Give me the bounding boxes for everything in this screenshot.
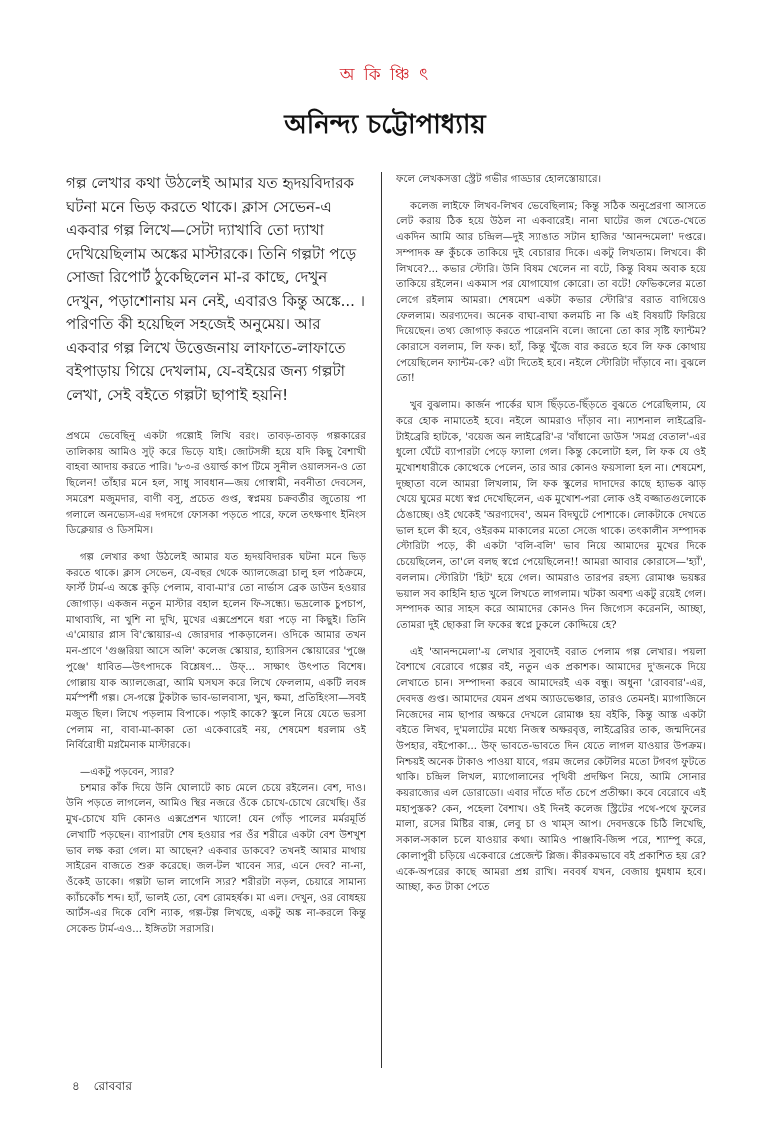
article-kicker: অ কি ঞ্চি ৎ [339, 65, 431, 85]
author-name: অনিন্দ্য চট্টোপাধ্যায় [284, 110, 486, 140]
body-paragraph: কলেজ লাইফে লিখব-লিখব ভেবেছিলাম; কিন্তু সঠিক অনুপ্রেরণা আসতে লেট করায় ঠিক হয়ে উঠল না একবারেই। নানা ঘাটের জল খেতে-খেতে একদিন আমি আর চন্দ্রিল—দুই স্যাঙাত সটান হাজির 'আনন্দমেলা' দপ্তরে। সম্পাদক ভ্রু কুঁচকে তাকিয়ে দুই বেচারার দিকে। একটু লিখতাম। লিখবে। কী লিখবে?... কভার স্টোরি। উনি বিষম খেলেন না বটে, কিন্তু বিষম অবাক হয়ে তাকিয়ে রইলেন। একমাস পর যোগাযোগ কোরো। তা বটে! ফেভিকলের মতো লেগে রইলাম আমরা। শেষমেশ একটা কভার স্টোরি'র বরাত বাগিয়েও ফেললাম। অরণ্যদেব। অনেক বাঘা-বাঘা কলমচি না কি এই বিষয়টি ফিরিয়ে দিয়েছেন। তথ্য জোগাড় করতে পারেননি বলে। জানো তো কার সৃষ্টি ফ্যান্টম? কোরাসে বললাম, লি ফক। হ্যাঁ, কিন্তু খুঁজে বার করতে হবে লি ফক কোথায় পেয়েছিলেন ফ্যান্টম-কে? এটা দিতেই হবে। নইলে স্টোরিটা দাঁড়াবে না। বুঝলে তো! [396, 200, 706, 385]
body-paragraph: খুব বুঝলাম। কার্জন পার্কের ঘাস ছিঁড়তে-ছিঁড়তে বুঝতে পেরেছিলাম, যে করে হোক নামাতেই হবে। নইলে আমরাও দাঁড়াব না। ন্যাশনাল লাইব্রেরি-টাইব্রেরি হাটকে, 'বয়েজ অন লাইব্রেরি'-র 'বাঁধানো ডাউস 'সমগ্র বেতাল'-এর ধুলো ঘেঁটে ব্যাপারটা পেড়ে ফ্যালা গেল। কিন্তু কেলোটা হল, লি ফক যে ওই মুখোশধারীকে কোত্থেকে পেলেন, তার আর কোনও ফয়সালা হল না। শেষমেশ, দুচ্ছাতা বলে আমরা লিখলাম, লি ফক স্কুলের দাদাদের কাছে হ্যাভক ঝাড় খেয়ে ঘুমের মধ্যে স্বপ্ন দেখেছিলেন, এক মুখোশ-পরা লোক ওই বজ্জাতগুলোকে ঠেঙাচ্ছে। ওই থেকেই 'অরণ্যদেব', অমন বিদঘুটে পোশাকে। লোকটাকে দেখতে ভাল হলে কী হবে, ওইরকম মাকালের মতো সেজে থাকে। তৎকালীন সম্পাদক স্টোরিটা পড়ে, কী একটা 'বলি-বলি' ভাব নিয়ে আমাদের মুখের দিকে চেয়েছিলেন, তা'লে বলছ স্বপ্নে পেয়েছিলেন!! আমরা আবার কোরাসে—'হ্যাঁ', বললাম। স্টোরিটা 'হিট' হয়ে গেল। আমরাও তারপর রহস্য রোমাঞ্চ ভয়ঙ্কর ভয়াল সব কাহিনি হাত খুলে লিখতে লাগলাম। খটকা অবশ্য একটু রয়েই গেল। সম্পাদক আর সাহস করে আমাদের কোনও দিন জিগ্যেস করেননি, আচ্ছা, তোমরা দুই ছোকরা লি ফকের স্বপ্নে ঢুকলে কোদ্দিয়ে হে? [396, 400, 706, 631]
left-column [66, 172, 366, 1070]
body-paragraph: ফলে লেখকসত্তা স্ট্রেট গভীর গাড্ডার হোলস্তোয়ারে। [396, 174, 602, 185]
magazine-name: রোববার [93, 1079, 133, 1093]
page-number: ৪ [72, 1079, 80, 1093]
body-paragraph: প্রথমে ভেবেছিনু একটা গল্পোই লিখি বরং। তাবড়-তাবড় গল্পকারের তালিকায় আমিও সুট্ করে ভিড়ে যাই। জোটসঙ্গী হয়ে যদি কিছু বৈশাখী বাহবা আদায় করতে পারি। '৮৩-র ওয়ার্ল্ড কাপ টিমে সুনীল ওয়ালসন-ও তো ছিলেন! তাঁহার মনে হল, সাধু সাবধান—জয় গোস্বামী, নবনীতা দেবসেন, সমরেশ মজুমদার, বাণী বসু, প্রচেত গুপ্ত, স্বপ্নময় চক্রবর্তীর জুতোয় পা গলালে অনভ্যেস-এর দগদগে ফোসকা পড়তে পারে, ফলে তৎক্ষণাৎ ইনিংস ডিক্লেয়ার ও ডিসমিস। [66, 431, 366, 537]
right-column [396, 172, 706, 1070]
body-paragraph: এই 'আনন্দমেলা'-য় লেখার সুবাদেই বরাত পেলাম গল্প লেখার। পয়লা বৈশাখে বেরোবে গল্পের বই, নতুন এক প্রকাশক। আমাদের দু'জনকে দিয়ে লেখাতে চান। সম্পাদনা করবে আমাদেরই এক বন্ধু। অধুনা 'রোববার'-এর, দেবদত্ত গুপ্ত। আমাদের যেমন প্রথম অ্যাডভেঞ্চার, তারও তেমনই। ম্যাগাজিনে নিজেদের নাম ছাপার অক্ষরে দেখলে রোমাঞ্চ হয় বইকি, কিন্তু আস্ত একটা বইতে লিখব, দু'মলাটের মধ্যে নিজস্ব অক্ষরবৃত্ত, লাইব্রেরির তাক, জন্মদিনের উপহার, বইপোকা... উফ্ ভাবতে-ভাবতে দিন যেতে লাগল যাওয়ার উপক্রম। নিশ্চয়ই অনেক টাকাও পাওয়া যাবে, গরম জলের কেটলির মতো টগবগ ফুটতে থাকি। চন্দ্রিল লিখল, ম্যাগোলানের পৃথিবী প্রদক্ষিণ নিয়ে, আমি সোনার কয়রাজ্যের এল ডোরাডো। এবার দাঁতে দাঁত চেপে প্রতীক্ষা। কবে বেরোবে এই মহাপুস্তক? কেন, পহেলা বৈশাখ। ওই দিনই কলেজ স্ট্রিটের পথে-পথে ফুলের মালা, রসের মিষ্টির বাক্স, লেবু চা ও খাম্‌স আপ। দেবদত্তকে চিঠি লিখেছি, সকাল-সকাল চলে যাওয়ার কথা। আমিও পাঞ্জাবি-জিন্স পরে, শ্যাম্পু করে, কোলাপুরী চড়িয়ে একেবারে প্রেজেন্ট প্লিজ। কীরকমভাবে বই প্রকাশিত হয় রে? একে-অপরের কাছে আমরা প্রশ্ন রাখি। নববর্ষ যখন, বেজায় ধুমধাম হবে। আচ্ছা, কত টাকা পেতে [396, 646, 706, 894]
dialog-line: —একটু পড়বেন, স্যার? [80, 767, 175, 779]
intro-paragraph: গল্প লেখার কথা উঠলেই আমার যত হৃদয়বিদারক ঘটনা মনে ভিড় করতে থাকে। ক্লাস সেভেন-এ একবার গল্প লিখে—সেটা দ্যাখাবি তো দ্যাখা দেখিয়েছিলাম অঙ্কের মাস্টারকে। তিনি গল্পটা পড়ে সোজা রিপোর্ট ঠুকেছিলেন মা-র কাছে, দেখুন দেখুন, পড়াশোনায় মন নেই, এবারও কিন্তু অঙ্কে... । পরিণতি কী হয়েছিল সহজেই অনুমেয়। আর একবার গল্প লিখে উত্তেজনায় লাফাতে-লাফাতে বইপাড়ায় গিয়ে দেখলাম, যে-বইয়ের জন্য গল্পটা লেখা, সেই বইতে গল্পটা ছাপাই হয়নি! [66, 174, 366, 404]
page-footer [72, 1078, 142, 1098]
column-divider [381, 172, 382, 1068]
body-paragraph: গল্প লেখার কথা উঠলেই আমার যত হৃদয়বিদারক ঘটনা মনে ভিড় করতে থাকে। ক্লাস সেভেন, যে-বছর থেকে অ্যালজেব্রা চালু হল পাঠক্রমে, ফার্স্ট টার্ম-এ অঙ্কে কুড়ি পেলাম, বাবা-মা'র তো নার্ভাস ব্রেক ডাউন হওয়ার জোগাড়। একজন নতুন মাস্টার বহাল হলেন ফি-সন্ধ্যে। ভদ্রলোক চুপচাপ, মাথাব্যথি, না খুশি না দুখি, মুখের এক্সপ্রেশনে ধরা পড়ে না কিছুই। তিনি এ'মোয়ার প্লাস বি'স্কোয়ার-এ জোরদার পাকড়ালেন। ওদিকে আমার তখন মন-প্রাণে 'গুঞ্জরিয়া আসে অলি' কলেজ স্কোয়ার, হ্যারিসন স্কোয়ারের 'পুঞ্জে পুঞ্জে' ধাবিত—উৎপাদকে বিশ্লেষণ... উফ্... সাক্ষাৎ উৎপাত বিশেষ। গোল্লায় যাক অ্যালজেব্রা, আমি ঘসঘস করে লিখে ফেললাম, একটি লবঙ্গ মর্মস্পর্শী গল্প। সে-গল্পে টুকটাক ভাব-ভালবাসা, খুন, ক্ষমা, প্রতিহিংসা—সবই মজুত ছিল। লিখে পড়লাম বিপাকে। পড়াই কাকে? স্কুলে নিয়ে যেতে ভরসা পেলাম না, বাবা-মা-কাকা তো একেবারেই নয়, শেষমেশ ধরলাম ওই নির্বিরোধী মগ্নমৈনাক মাস্টারকে। [66, 551, 366, 752]
body-paragraph: চশমার কাঁক দিয়ে উনি ঘোলাটে কাচ মেলে চেয়ে রইলেন। বেশ, দাও। উনি পড়তে লাগলেন, আমিও স্থির নজরে ওঁকে চোখে-চোখে রেখেছি। ওঁর মুখ-চোখে যদি কোনও এক্সপ্রেশন খ্যালে! যেন গোঁড় পালের মর্মরমূর্তি লেখাটি পড়ছেন। ব্যাপারটা শেষ হওয়ার পর ওঁর শরীরে একটা বেশ উশখুশ ভাব লক্ষ করা গেল। মা আছেন? একবার ডাকবে? তখনই আমার মাথায় সাইরেন বাজতে শুরু করেছে। জল-টল খাবেন স্যর, এনে দেব? না-না, ওঁকেই ডাকো। গল্পটা ভাল লাগেনি স্যর? শরীরটা নড়ল, চেয়ারে সামান্য ক্যাঁচকোঁচ শব্দ। হ্যাঁ, ভালই তো, বেশ রোমহর্ষক। মা এল। দেখুন, ওর বোধহয় আর্টস-এর দিকে বেশি ন্যাক, গল্প-টল্প লিখছে, একটু অঙ্ক না-করলে কিন্তু সেকেন্ড টার্ম-এও... ইঙ্গিতটা সরাসরি। [66, 782, 366, 936]
